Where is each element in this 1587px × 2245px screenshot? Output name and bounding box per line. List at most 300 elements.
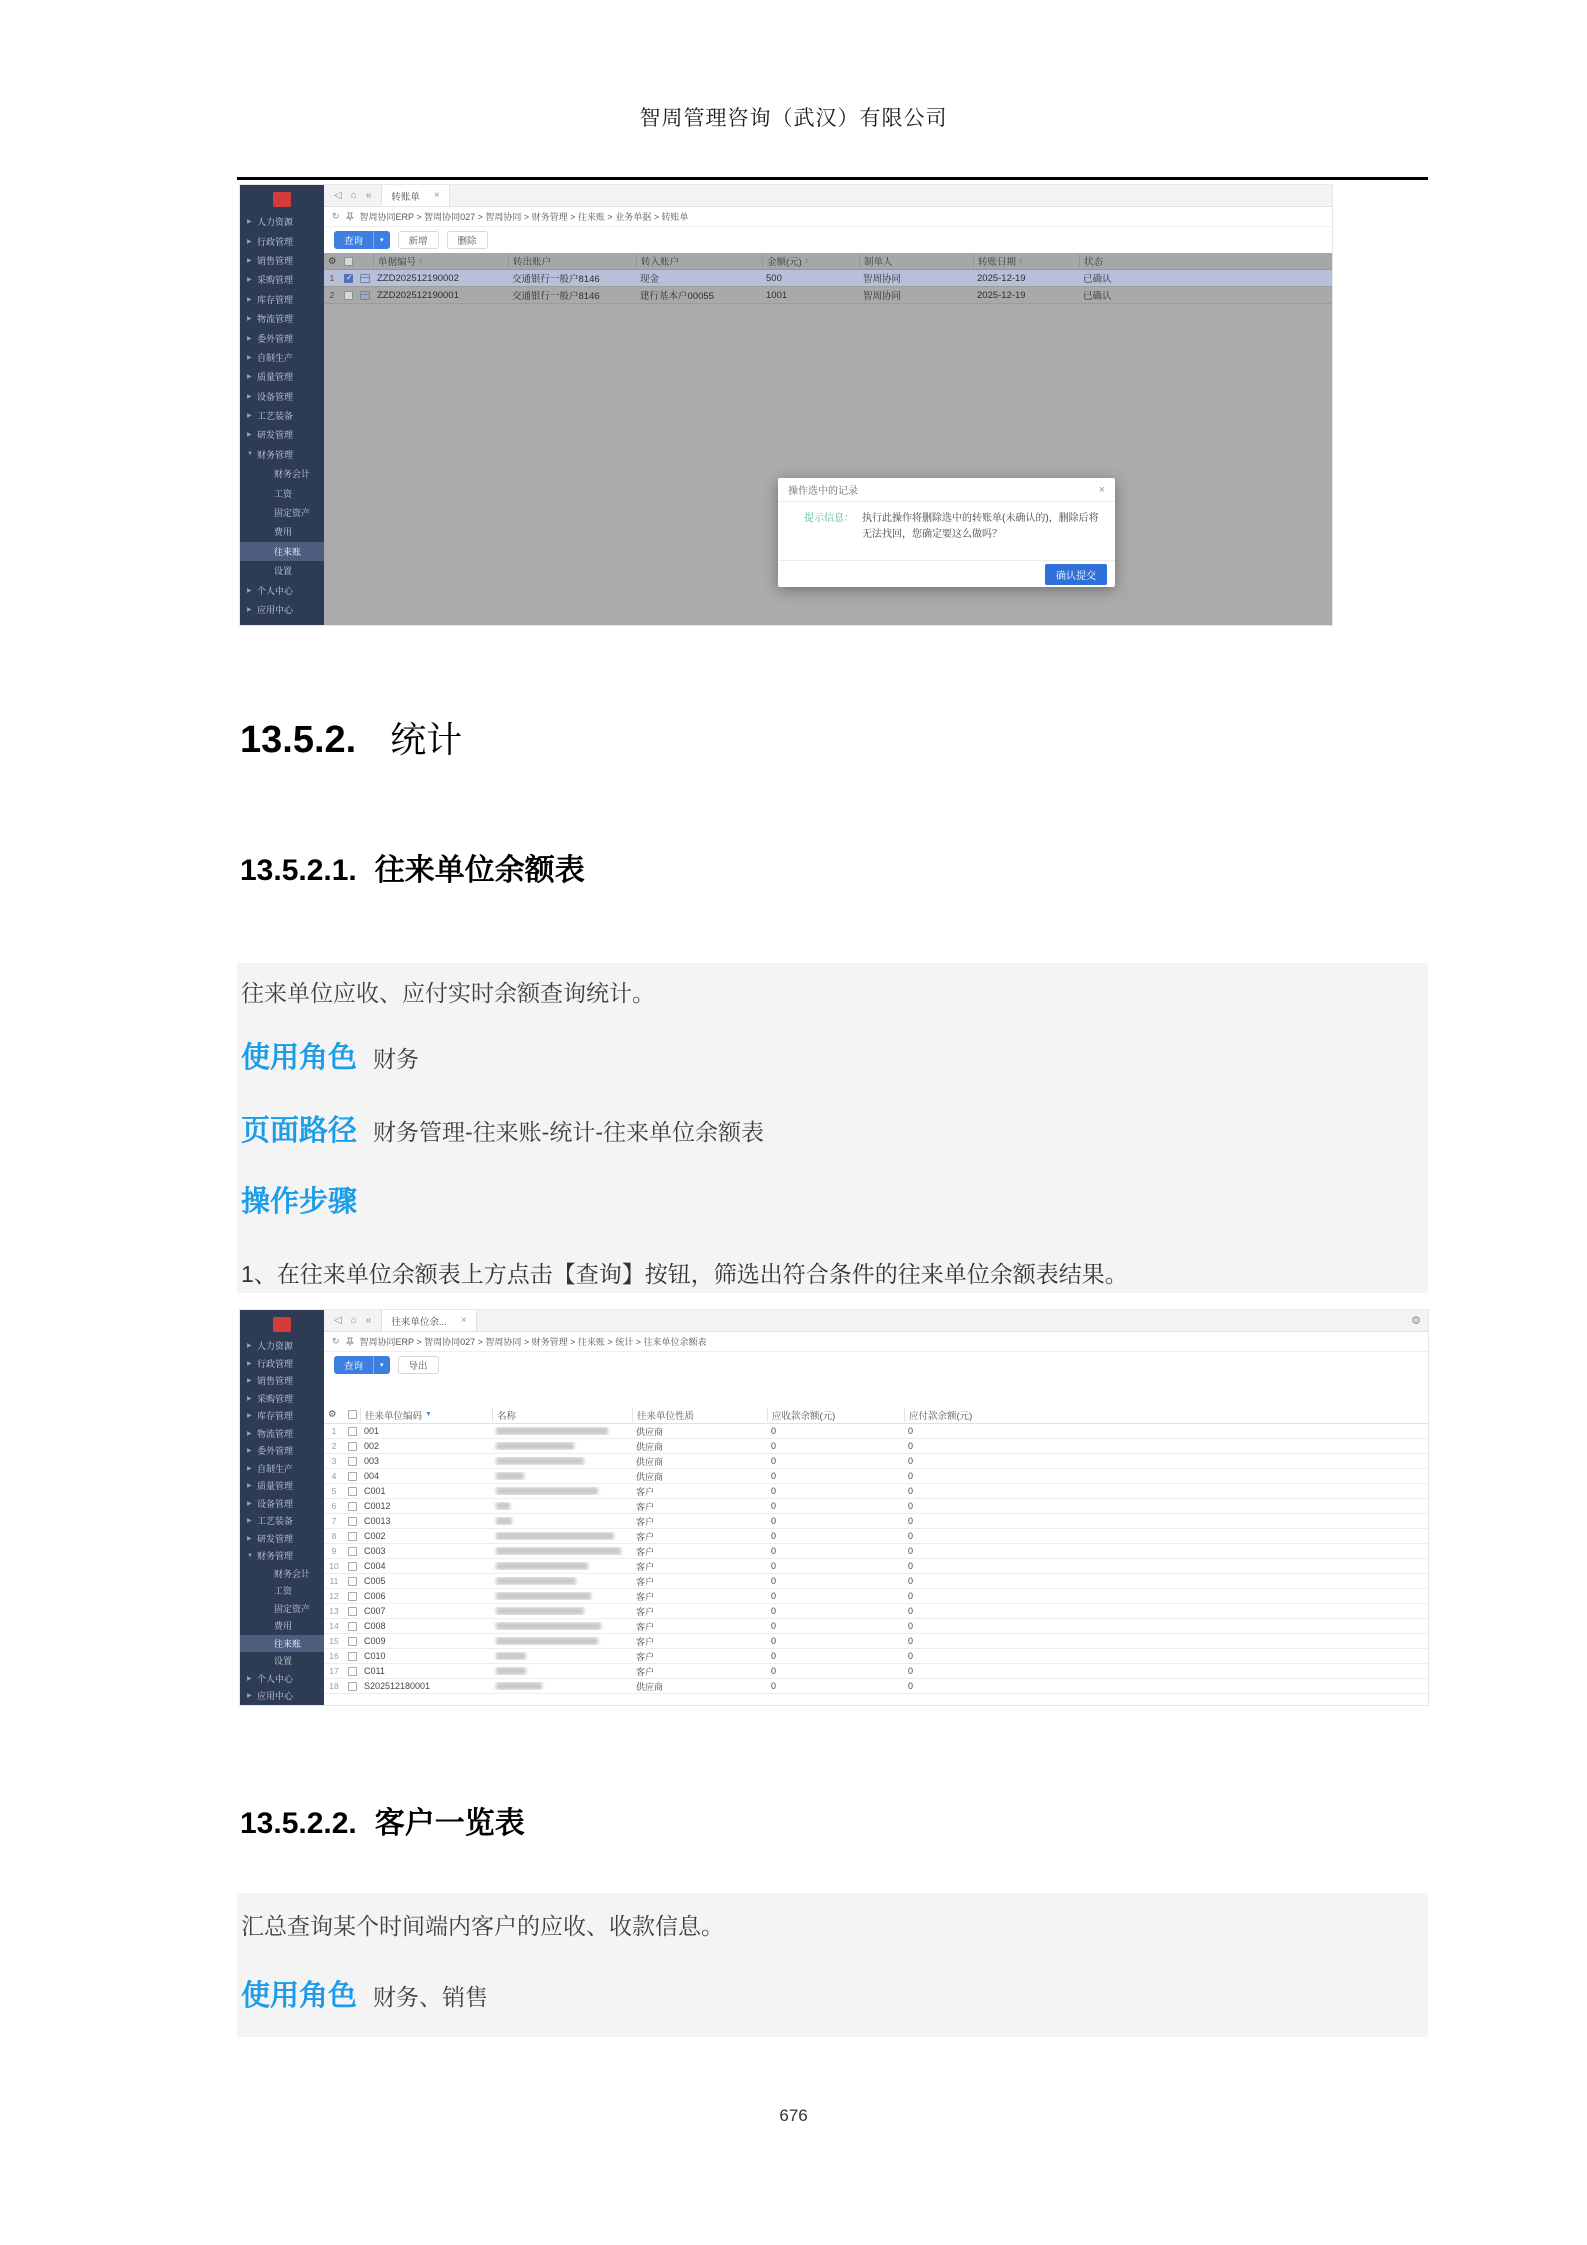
cell-name-redacted [492, 1637, 632, 1645]
section-number: 13.5.2. [240, 719, 357, 761]
confirm-submit-button[interactable]: 确认提交 [1045, 564, 1107, 585]
cell-payable: 0 [908, 1531, 914, 1541]
cell-type: 客户 [636, 1516, 655, 1527]
sidebar-item[interactable] [240, 309, 324, 328]
expand-arrow-icon: ▶ [247, 1360, 252, 1367]
sidebar-item[interactable] [240, 1652, 324, 1670]
row-number: 12 [329, 1591, 339, 1601]
table-row[interactable] [324, 270, 1332, 287]
cell-type: 供应商 [636, 1471, 664, 1482]
sidebar-item[interactable] [240, 1635, 324, 1653]
expand-arrow-icon: ▶ [247, 1500, 252, 1507]
row-number: 16 [329, 1651, 339, 1661]
col-header-code[interactable]: 单据编号 ↕ [373, 254, 508, 268]
sidebar-item-label: 财务会计 [274, 1568, 311, 1579]
sidebar-item-label: 行政管理 [257, 1358, 294, 1369]
cell-type: 客户 [636, 1651, 655, 1662]
tab-bar [324, 185, 1332, 207]
back-icon[interactable]: ◁ [334, 190, 342, 201]
row-checkbox[interactable] [340, 291, 356, 300]
dialog-close-icon[interactable]: × [1098, 483, 1105, 496]
table-row[interactable] [324, 1589, 1428, 1604]
cell-payable: 0 [908, 1591, 914, 1601]
screenshot-balance-report [240, 1310, 1428, 1705]
dialog-footer [778, 560, 1115, 587]
cell-name-redacted [492, 1622, 632, 1630]
section-heading [240, 712, 462, 763]
steps-row [241, 1179, 357, 1220]
expand-arrow-icon: ▶ [247, 432, 252, 439]
cell-receivable: 0 [771, 1456, 777, 1466]
add-button[interactable]: 新增 [398, 231, 439, 249]
expand-arrow-icon: ▶ [247, 1483, 252, 1490]
table-row[interactable] [324, 1424, 1428, 1439]
col-header-in-account[interactable]: 转入账户 [636, 254, 762, 268]
sidebar-item-label: 销售管理 [257, 255, 294, 266]
tab-label: 往来单位余... [391, 1316, 447, 1328]
erp-sidebar [240, 1310, 324, 1705]
balance-table [324, 1406, 1428, 1705]
cell-maker: 智周协同 [863, 274, 902, 285]
cell-receivable: 0 [771, 1441, 777, 1451]
table-row[interactable] [324, 1484, 1428, 1499]
row-checkbox[interactable] [344, 1472, 360, 1481]
row-checkbox[interactable] [344, 1562, 360, 1571]
cell-payable: 0 [908, 1516, 914, 1526]
sidebar-item[interactable] [240, 231, 324, 250]
transfer-rows [324, 270, 1332, 304]
cell-in-account: 现金 [640, 274, 660, 285]
cell-unit-code: C0012 [364, 1501, 391, 1511]
row-number: 10 [329, 1561, 339, 1571]
row-number: 15 [329, 1636, 339, 1646]
table-row[interactable] [324, 1634, 1428, 1649]
table-row[interactable] [324, 1499, 1428, 1514]
cell-unit-code: C011 [364, 1666, 385, 1676]
tab-close-icon[interactable]: × [460, 1315, 467, 1326]
col-header-payable[interactable]: 应付款余额(元) [904, 1408, 1027, 1422]
sidebar-item-label: 行政管理 [257, 236, 294, 247]
export-button[interactable]: 导出 [398, 1356, 439, 1374]
table-row[interactable] [324, 1454, 1428, 1469]
subsection-number: 13.5.2.1. [240, 854, 357, 887]
table-header-row [324, 253, 1332, 270]
cell-unit-code: C002 [364, 1531, 386, 1541]
expand-arrow-icon: ▶ [247, 354, 252, 361]
cell-name-redacted [492, 1667, 632, 1675]
row-checkbox[interactable] [344, 1667, 360, 1676]
sidebar-item-label: 固定资产 [274, 1603, 311, 1614]
cell-name-redacted [492, 1502, 632, 1510]
row-number: 14 [329, 1621, 339, 1631]
cell-unit-code: 003 [364, 1456, 380, 1466]
sidebar-item[interactable] [240, 387, 324, 406]
balance-rows [324, 1424, 1428, 1694]
sidebar-item[interactable] [240, 1460, 324, 1478]
expand-arrow-icon: ▶ [247, 238, 252, 245]
sidebar-item[interactable] [240, 270, 324, 289]
cell-name-redacted [492, 1427, 632, 1435]
table-row[interactable] [324, 1514, 1428, 1529]
screenshot-transfer-orders [240, 185, 1332, 625]
row-checkbox[interactable] [340, 274, 356, 283]
row-checkbox[interactable] [344, 1682, 360, 1691]
cell-receivable: 0 [771, 1636, 777, 1646]
breadcrumb-bar [324, 1332, 1428, 1352]
home-icon[interactable]: ⌂ [350, 1315, 357, 1326]
cell-payable: 0 [908, 1651, 914, 1661]
page-number: 676 [779, 2106, 808, 2125]
role-row [241, 1973, 488, 2014]
sidebar-item-label: 质量管理 [257, 372, 294, 383]
sort-icon: ↕ [1019, 257, 1023, 265]
cell-receivable: 0 [771, 1486, 777, 1496]
expand-arrow-icon: ▶ [247, 374, 252, 381]
sidebar-item-label: 自制生产 [257, 1463, 294, 1474]
sidebar-item[interactable] [240, 1600, 324, 1618]
select-all-checkbox[interactable] [340, 257, 356, 266]
cell-status: 已确认 [1083, 291, 1112, 302]
row-number: 9 [331, 1546, 337, 1556]
row-checkbox[interactable] [344, 1592, 360, 1601]
cell-type: 客户 [636, 1621, 655, 1632]
subsection-title: 客户一览表 [374, 1807, 525, 1840]
tab-balance-report[interactable] [381, 1310, 476, 1331]
cell-type: 供应商 [636, 1426, 664, 1437]
refresh-icon[interactable]: ↻ [332, 211, 340, 221]
select-all-checkbox[interactable] [344, 1410, 360, 1419]
sidebar-item[interactable] [240, 367, 324, 386]
sidebar-item-label: 工艺装备 [257, 1516, 294, 1527]
col-header-out-account[interactable]: 转出账户 [508, 254, 636, 268]
expand-arrow-icon: ▶ [247, 1448, 252, 1455]
intro-text: 往来单位应收、应付实时余额查询统计。 [241, 980, 655, 1006]
content-block-balance [237, 963, 1428, 1293]
sidebar-item-label: 设备管理 [257, 391, 294, 402]
cell-unit-code: C007 [364, 1606, 386, 1616]
cell-unit-code: C001 [364, 1486, 386, 1496]
content-block-customers [237, 1893, 1428, 2037]
expand-arrow-icon: ▶ [247, 219, 252, 226]
settings-gear-icon[interactable]: ⚙ [1411, 1315, 1421, 1327]
table-row[interactable] [324, 1649, 1428, 1664]
row-checkbox[interactable] [344, 1442, 360, 1451]
cell-receivable: 0 [771, 1651, 777, 1661]
sidebar-item[interactable] [240, 1442, 324, 1460]
subsection-heading-balance [240, 845, 585, 889]
home-icon[interactable]: ⌂ [350, 190, 357, 201]
step-1-text: 1、在往来单位余额表上方点击【查询】按钮，筛选出符合条件的往来单位余额表结果。 [241, 1261, 1128, 1287]
sidebar-item-label: 个人中心 [257, 1673, 294, 1684]
col-header-maker[interactable]: 制单人 [859, 254, 973, 268]
expand-arrow-icon: ▶ [247, 587, 252, 594]
expand-arrow-icon: ▶ [247, 296, 252, 303]
row-number: 17 [329, 1666, 339, 1676]
chevron-down-icon[interactable]: ▾ [373, 1356, 390, 1374]
row-checkbox[interactable] [344, 1577, 360, 1586]
expand-arrow-icon: ▶ [247, 1395, 252, 1402]
sidebar-item[interactable] [240, 1495, 324, 1513]
cell-unit-code: C004 [364, 1561, 386, 1571]
sidebar-item[interactable] [240, 1530, 324, 1548]
sidebar-item[interactable] [240, 561, 324, 580]
sidebar-item[interactable] [240, 1617, 324, 1635]
gear-icon[interactable]: ⚙ [328, 255, 337, 267]
role-row [241, 1035, 419, 1076]
sidebar-item[interactable] [240, 1407, 324, 1425]
cell-receivable: 0 [771, 1561, 777, 1571]
sidebar-item[interactable] [240, 483, 324, 502]
sidebar-item-label: 往来账 [274, 1638, 302, 1649]
row-number: 4 [331, 1471, 337, 1481]
row-number: 1 [331, 1426, 337, 1436]
table-row[interactable] [324, 1574, 1428, 1589]
expand-arrow-icon: ▶ [247, 393, 252, 400]
dialog-title-bar [778, 478, 1115, 502]
sidebar-item-label: 库存管理 [257, 294, 294, 305]
col-header-type[interactable]: 往来单位性质 [632, 1408, 767, 1422]
cell-type: 客户 [636, 1666, 655, 1677]
sidebar-item[interactable] [240, 1565, 324, 1583]
sidebar-item[interactable] [240, 1670, 324, 1688]
sidebar-item[interactable] [240, 251, 324, 270]
sidebar-item-label: 委外管理 [257, 1446, 294, 1457]
sidebar-item[interactable] [240, 348, 324, 367]
cell-date: 2025-12-19 [977, 272, 1026, 284]
col-header-unit-code[interactable]: 往来单位编码 ▼ [360, 1408, 492, 1422]
sidebar-item-label: 应用中心 [257, 605, 294, 615]
col-header-name[interactable]: 名称 [492, 1408, 632, 1422]
cell-name-redacted [492, 1487, 632, 1495]
sidebar-item-label: 采购管理 [257, 275, 294, 286]
confirm-delete-dialog [778, 478, 1115, 587]
sidebar-item[interactable] [240, 328, 324, 347]
sort-desc-icon: ▼ [425, 1411, 432, 1418]
role-value: 财务、销售 [373, 1984, 489, 2010]
sidebar-item-label: 人力资源 [257, 217, 294, 228]
row-checkbox[interactable] [344, 1607, 360, 1616]
cell-receivable: 0 [771, 1426, 777, 1436]
dialog-title: 操作选中的记录 [788, 486, 858, 497]
sidebar-item-label: 采购管理 [257, 1393, 294, 1404]
tab-transfer-order[interactable] [381, 185, 449, 206]
expand-arrow-icon: ▶ [247, 1535, 252, 1542]
cell-payable: 0 [908, 1426, 914, 1436]
row-number: 2 [331, 1441, 337, 1451]
sort-icon: ↕ [419, 257, 423, 265]
sidebar-item-label: 设置 [274, 1656, 293, 1667]
sidebar-item[interactable] [240, 1582, 324, 1600]
sidebar-item[interactable] [240, 464, 324, 483]
path-value: 财务管理-往来账-统计-往来单位余额表 [373, 1119, 764, 1145]
expand-arrow-icon: ▼ [247, 1552, 253, 1559]
table-row[interactable] [324, 1619, 1428, 1634]
window-nav-icons [324, 185, 381, 206]
sidebar-item[interactable] [240, 1687, 324, 1705]
cell-receivable: 0 [771, 1546, 777, 1556]
tab-close-icon[interactable]: × [433, 190, 440, 201]
expand-arrow-icon: ▼ [247, 451, 253, 458]
row-number: 13 [329, 1606, 339, 1616]
back-icon[interactable]: ◁ [334, 1315, 342, 1326]
collapse-icon[interactable]: « [365, 1315, 372, 1326]
cell-receivable: 0 [771, 1531, 777, 1541]
sidebar-item[interactable] [240, 503, 324, 522]
table-row[interactable] [324, 1544, 1428, 1559]
col-header-status[interactable]: 状态 [1079, 254, 1177, 268]
cell-payable: 0 [908, 1576, 914, 1586]
cell-type: 供应商 [636, 1441, 664, 1452]
cell-name-redacted [492, 1607, 632, 1615]
cell-receivable: 0 [771, 1501, 777, 1511]
app-logo[interactable] [273, 1317, 291, 1332]
row-number: 11 [329, 1576, 339, 1586]
table-row[interactable] [324, 287, 1332, 304]
cell-unit-code: 002 [364, 1441, 380, 1451]
cell-type: 客户 [636, 1486, 655, 1497]
sidebar-item-label: 研发管理 [257, 1533, 294, 1544]
sidebar-item[interactable] [240, 1425, 324, 1443]
cell-name-redacted [492, 1517, 632, 1525]
sidebar-item[interactable] [240, 542, 324, 561]
cell-type: 客户 [636, 1546, 655, 1557]
table-row[interactable] [324, 1604, 1428, 1619]
sidebar-item[interactable] [240, 522, 324, 541]
row-checkbox[interactable] [344, 1427, 360, 1436]
sidebar-item[interactable] [240, 425, 324, 444]
cell-name-redacted [492, 1472, 632, 1480]
sidebar-item[interactable] [240, 212, 324, 231]
sidebar-item[interactable] [240, 580, 324, 599]
table-row[interactable] [324, 1559, 1428, 1574]
document-icon[interactable] [356, 291, 373, 300]
cell-payable: 0 [908, 1456, 914, 1466]
cell-payable: 0 [908, 1636, 914, 1646]
expand-arrow-icon: ▶ [247, 413, 252, 420]
query-button[interactable]: 查询 ▾ [334, 1356, 390, 1374]
col-header-date[interactable]: 转账日期 ↕ [973, 254, 1079, 268]
cell-payable: 0 [908, 1471, 914, 1481]
sidebar-item[interactable] [240, 1390, 324, 1408]
cell-payable: 0 [908, 1441, 914, 1451]
sidebar-item-label: 工资 [274, 488, 293, 499]
table-row[interactable] [324, 1439, 1428, 1454]
tab-label: 转账单 [391, 191, 420, 203]
sidebar-item-label: 固定资产 [274, 508, 311, 519]
table-row[interactable] [324, 1679, 1428, 1694]
gear-icon[interactable]: ⚙ [328, 1409, 337, 1420]
sidebar-item[interactable] [240, 290, 324, 309]
cell-payable: 0 [908, 1666, 914, 1676]
sidebar-item[interactable] [240, 1337, 324, 1355]
cell-type: 客户 [636, 1531, 655, 1542]
sidebar-item[interactable] [240, 1372, 324, 1390]
row-checkbox[interactable] [344, 1637, 360, 1646]
cell-amount: 1001 [766, 289, 788, 301]
row-number: 6 [331, 1501, 337, 1511]
cell-receivable: 0 [771, 1591, 777, 1601]
sidebar-item[interactable] [240, 1355, 324, 1373]
row-checkbox[interactable] [344, 1487, 360, 1496]
query-button[interactable]: 查询 ▾ [334, 231, 390, 249]
row-number: 18 [329, 1681, 339, 1691]
sidebar-item-label: 物流管理 [257, 1428, 294, 1439]
pin-icon[interactable] [346, 212, 354, 221]
sidebar-item-label: 费用 [274, 527, 293, 538]
row-number: 5 [331, 1486, 337, 1496]
collapse-icon[interactable]: « [365, 190, 372, 201]
sidebar-item-label: 人力资源 [257, 1341, 294, 1352]
expand-arrow-icon: ▶ [247, 1693, 252, 1700]
sidebar-item-label: 销售管理 [257, 1376, 294, 1387]
sidebar-item-label: 财务管理 [257, 449, 294, 460]
sidebar-item[interactable] [240, 1547, 324, 1565]
expand-arrow-icon: ▶ [247, 316, 252, 323]
row-checkbox[interactable] [344, 1547, 360, 1556]
expand-arrow-icon: ▶ [247, 257, 252, 264]
sidebar-item[interactable] [240, 1477, 324, 1495]
sidebar-item-label: 设备管理 [257, 1498, 294, 1509]
cell-receivable: 0 [771, 1576, 777, 1586]
cell-status: 已确认 [1083, 274, 1112, 285]
expand-arrow-icon: ▶ [247, 1343, 252, 1350]
sidebar-item[interactable] [240, 600, 324, 619]
cell-name-redacted [492, 1457, 632, 1465]
chevron-down-icon[interactable]: ▾ [373, 231, 390, 249]
steps-label: 操作步骤 [241, 1186, 358, 1218]
doc-header-company: 智周管理咨询（武汉）有限公司 [639, 107, 948, 130]
cell-type: 客户 [636, 1501, 655, 1512]
expand-arrow-icon: ▶ [247, 1518, 252, 1525]
app-logo[interactable] [273, 192, 291, 207]
table-row[interactable] [324, 1529, 1428, 1544]
cell-type: 客户 [636, 1561, 655, 1572]
col-header-receivable[interactable]: 应收款余额(元) [767, 1408, 904, 1422]
col-header-amount[interactable]: 金额(元) ↕ [762, 254, 859, 268]
row-checkbox[interactable] [344, 1517, 360, 1526]
table-row[interactable] [324, 1469, 1428, 1484]
table-row[interactable] [324, 1664, 1428, 1679]
row-checkbox[interactable] [344, 1457, 360, 1466]
delete-button[interactable]: 删除 [447, 231, 488, 249]
row-checkbox[interactable] [344, 1502, 360, 1511]
sidebar-item-label: 委外管理 [257, 333, 294, 344]
cell-code: ZZD202512190002 [377, 272, 459, 284]
row-checkbox[interactable] [344, 1652, 360, 1661]
cell-date: 2025-12-19 [977, 289, 1026, 301]
pin-icon[interactable] [346, 1337, 354, 1346]
row-number: 3 [331, 1456, 337, 1466]
sidebar-item[interactable] [240, 1512, 324, 1530]
refresh-icon[interactable]: ↻ [332, 1336, 340, 1346]
cell-name-redacted [492, 1442, 632, 1450]
path-label: 页面路径 [241, 1115, 358, 1147]
row-checkbox[interactable] [344, 1622, 360, 1631]
role-value: 财务 [373, 1046, 420, 1072]
sidebar-item[interactable] [240, 406, 324, 425]
cell-name-redacted [492, 1532, 632, 1540]
cell-name-redacted [492, 1592, 632, 1600]
document-icon[interactable] [356, 274, 373, 283]
row-number: 2 [329, 290, 335, 300]
toolbar [324, 1352, 1428, 1378]
cell-type: 客户 [636, 1636, 655, 1647]
sidebar-item-label: 自制生产 [257, 352, 294, 363]
sidebar-item[interactable] [240, 445, 324, 464]
sidebar-item-label: 个人中心 [257, 585, 294, 596]
cell-type: 供应商 [636, 1681, 664, 1692]
row-checkbox[interactable] [344, 1532, 360, 1541]
